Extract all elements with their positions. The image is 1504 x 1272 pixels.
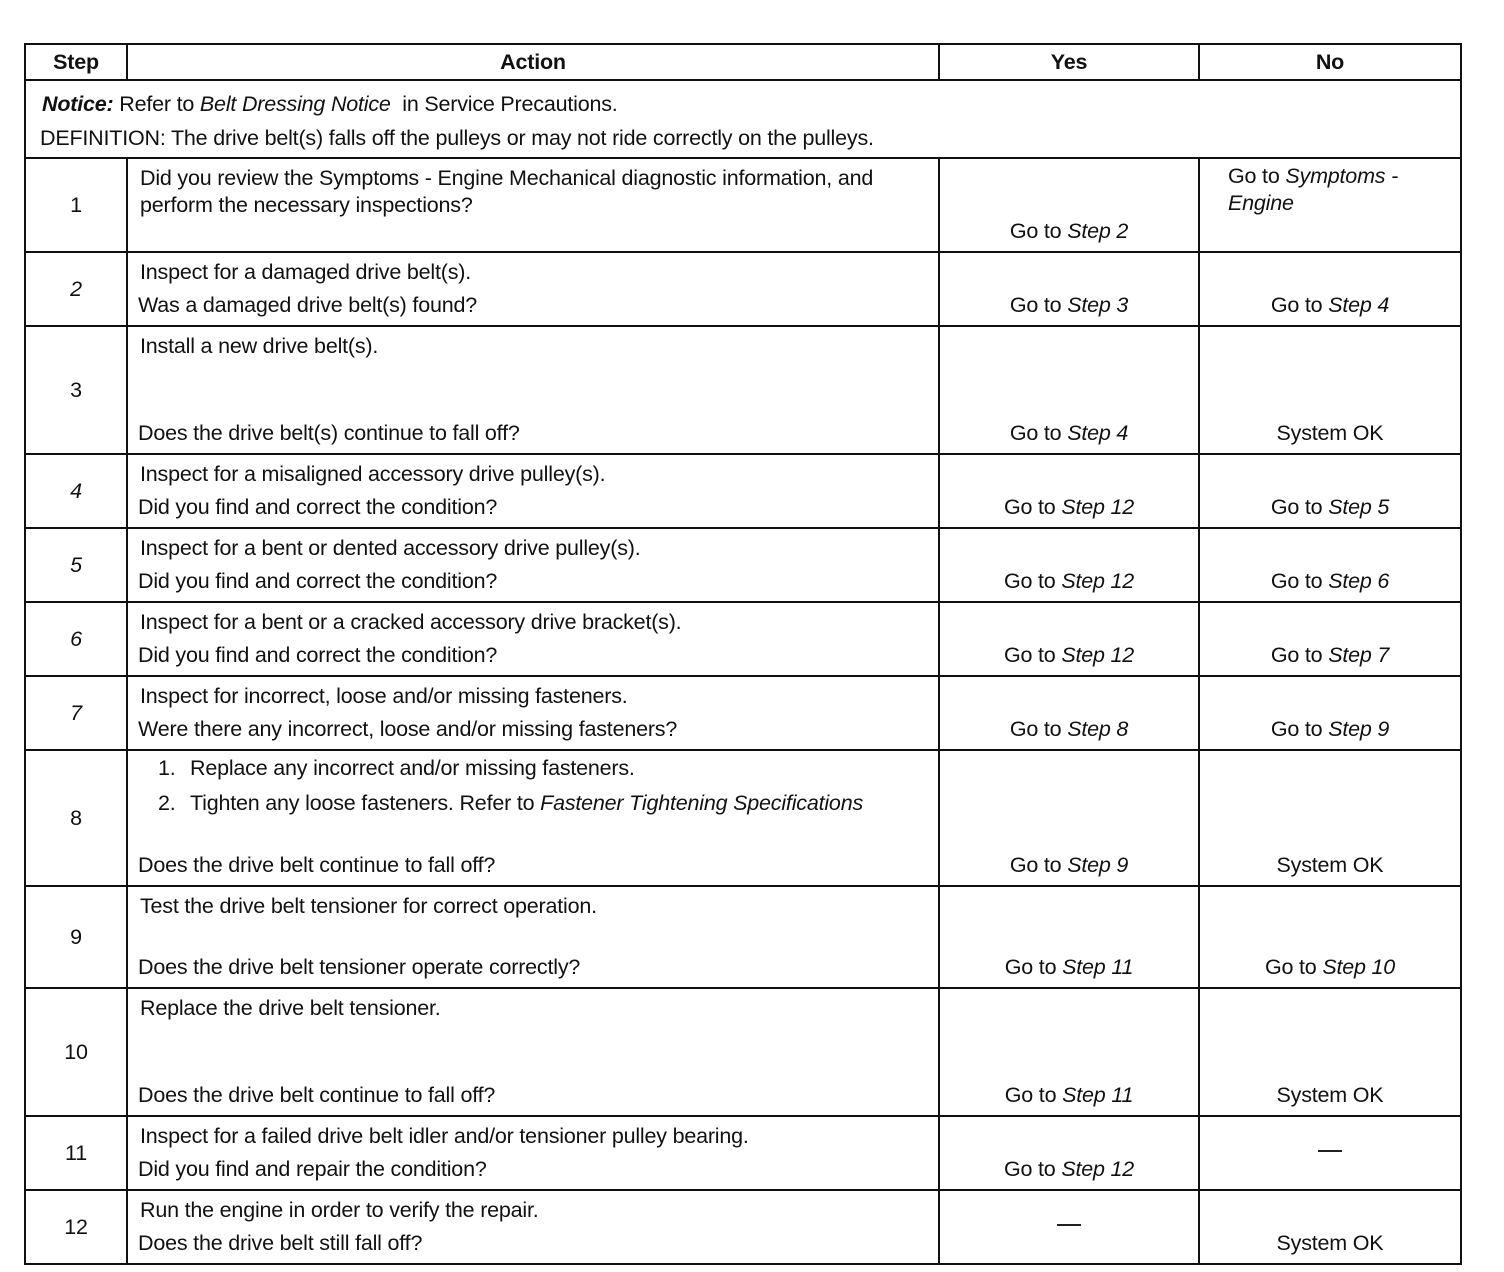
goto-prefix: Go to — [1270, 569, 1323, 593]
no-result: System OK — [1276, 421, 1384, 445]
action-question: Does the drive belt(s) continue to fall off? — [138, 421, 520, 445]
action-instruction: Inspect for a misaligned accessory drive pulley(s). — [140, 462, 606, 486]
substep-text: Tighten any loose fasteners. Refer to — [190, 791, 535, 815]
dash-icon — [1057, 1224, 1081, 1226]
no-cell — [1199, 750, 1461, 886]
action-question: Did you find and correct the condition? — [138, 643, 498, 667]
no-cell — [1199, 676, 1461, 750]
yes-goto — [940, 638, 1198, 672]
no-cell — [1199, 252, 1461, 326]
no-result: System OK — [1276, 853, 1384, 877]
action-instruction: Did you review the Symptoms - Engine Mechanical diagnostic information, and perform the necessary inspections? — [140, 166, 874, 217]
no-cell — [1199, 886, 1461, 988]
goto-link[interactable]: Step 10 — [1322, 955, 1396, 979]
no-goto — [1200, 950, 1460, 984]
notice-label: Notice: — [42, 92, 114, 116]
no-result: System OK — [1276, 1231, 1384, 1255]
substep-number: 2. — [158, 791, 176, 815]
goto-prefix: Go to — [1009, 219, 1062, 243]
goto-link[interactable]: Step 9 — [1067, 853, 1129, 877]
substep-link[interactable]: Fastener Tightening Specifications — [540, 791, 864, 815]
yes-goto — [940, 848, 1198, 882]
yes-cell — [939, 528, 1199, 602]
goto-prefix: Go to — [1004, 1083, 1057, 1107]
action-cell — [127, 676, 939, 750]
no-cell — [1199, 528, 1461, 602]
yes-cell — [939, 158, 1199, 252]
goto-link[interactable]: Step 2 — [1067, 219, 1129, 243]
step-row — [25, 676, 1461, 750]
goto-prefix: Go to — [1003, 643, 1056, 667]
goto-prefix: Go to — [1270, 643, 1323, 667]
action-cell — [127, 1190, 939, 1264]
step-number: 9 — [70, 924, 82, 949]
goto-link[interactable]: Step 5 — [1328, 495, 1390, 519]
action-question: Does the drive belt tensioner operate correctly? — [138, 955, 581, 979]
goto-link[interactable]: Step 12 — [1061, 569, 1135, 593]
goto-prefix: Go to — [1270, 293, 1323, 317]
step-number-cell — [25, 1116, 127, 1190]
goto-link[interactable]: Step 11 — [1062, 1083, 1134, 1107]
step-row — [25, 326, 1461, 454]
no-goto — [1200, 490, 1460, 524]
yes-goto — [940, 564, 1198, 598]
action-cell — [127, 1116, 939, 1190]
definition-text: DEFINITION: The drive belt(s) falls off the pulleys or may not ride correctly on the pulleys. — [40, 126, 874, 150]
yes-cell — [939, 1116, 1199, 1190]
step-number-cell — [25, 252, 127, 326]
header-yes: Yes — [939, 44, 1199, 80]
yes-goto — [940, 712, 1198, 746]
yes-cell — [939, 676, 1199, 750]
action-instruction: Replace the drive belt tensioner. — [140, 996, 441, 1020]
goto-prefix: Go to — [1228, 164, 1280, 188]
goto-link[interactable]: Step 4 — [1328, 293, 1390, 317]
header-step: Step — [25, 44, 127, 80]
header-no: No — [1199, 44, 1461, 80]
yes-goto — [940, 1152, 1198, 1186]
action-cell — [127, 602, 939, 676]
notice-cell — [25, 80, 1461, 158]
step-number: 4 — [70, 478, 82, 503]
goto-prefix: Go to — [1009, 421, 1062, 445]
goto-link[interactable]: Symptoms - Engine — [1228, 164, 1399, 215]
yes-goto — [940, 288, 1198, 322]
step-row — [25, 252, 1461, 326]
goto-link[interactable]: Step 11 — [1062, 955, 1134, 979]
goto-prefix: Go to — [1264, 955, 1317, 979]
diagnostic-table — [24, 43, 1462, 1265]
action-instruction: Run the engine in order to verify the repair. — [140, 1198, 539, 1222]
substep-number: 1. — [158, 756, 176, 780]
goto-prefix: Go to — [1009, 853, 1062, 877]
goto-prefix: Go to — [1270, 717, 1323, 741]
step-number: 5 — [70, 552, 82, 577]
yes-goto — [940, 950, 1198, 984]
action-instruction: Inspect for incorrect, loose and/or missing fasteners. — [140, 684, 628, 708]
step-row — [25, 988, 1461, 1116]
yes-cell — [939, 886, 1199, 988]
yes-goto — [940, 1078, 1198, 1112]
action-cell — [127, 528, 939, 602]
no-goto — [1200, 638, 1460, 672]
yes-cell — [939, 454, 1199, 528]
step-number-cell — [25, 326, 127, 454]
step-row — [25, 750, 1461, 886]
step-number-cell — [25, 988, 127, 1116]
yes-goto — [940, 416, 1198, 450]
no-cell — [1199, 602, 1461, 676]
goto-link[interactable]: Step 6 — [1328, 569, 1390, 593]
no-result: System OK — [1276, 1083, 1384, 1107]
goto-prefix: Go to — [1003, 495, 1056, 519]
notice-prefix: Refer to — [119, 92, 195, 116]
goto-link[interactable]: Step 8 — [1067, 717, 1129, 741]
no-cell — [1199, 1116, 1461, 1190]
goto-link[interactable]: Step 3 — [1067, 293, 1129, 317]
step-number-cell — [25, 750, 127, 886]
step-number: 3 — [70, 377, 82, 402]
no-cell — [1199, 988, 1461, 1116]
step-number-cell — [25, 1190, 127, 1264]
step-number: 2 — [70, 276, 82, 301]
step-number-cell — [25, 528, 127, 602]
action-cell — [127, 886, 939, 988]
no-cell — [1199, 454, 1461, 528]
yes-cell — [939, 988, 1199, 1116]
action-question: Were there any incorrect, loose and/or missing fasteners? — [138, 717, 678, 741]
goto-prefix: Go to — [1003, 1157, 1056, 1181]
notice-line — [42, 87, 1446, 121]
step-number-cell — [25, 602, 127, 676]
no-cell — [1199, 326, 1461, 454]
header-row — [25, 44, 1461, 80]
action-instruction: Inspect for a damaged drive belt(s). — [140, 260, 471, 284]
action-cell — [127, 750, 939, 886]
dash-icon — [1318, 1150, 1342, 1152]
goto-prefix: Go to — [1004, 955, 1057, 979]
step-row — [25, 602, 1461, 676]
yes-cell — [939, 602, 1199, 676]
step-number-cell — [25, 158, 127, 252]
no-cell — [1199, 1190, 1461, 1264]
substep-text: Replace any incorrect and/or missing fasteners. — [190, 756, 635, 780]
action-question: Does the drive belt continue to fall off? — [138, 1083, 496, 1107]
yes-goto — [940, 490, 1198, 524]
action-instruction: Test the drive belt tensioner for correct operation. — [140, 894, 597, 918]
yes-cell — [939, 252, 1199, 326]
action-question: Did you find and repair the condition? — [138, 1157, 487, 1181]
step-number-cell — [25, 886, 127, 988]
yes-cell — [939, 1190, 1199, 1264]
goto-link[interactable]: Step 4 — [1067, 421, 1129, 445]
substep-item — [132, 790, 930, 817]
no-cell — [1199, 158, 1461, 252]
action-cell — [127, 252, 939, 326]
action-instruction: Inspect for a bent or dented accessory drive pulley(s). — [140, 536, 641, 560]
substep-list — [132, 755, 930, 817]
yes-not-applicable — [940, 1212, 1198, 1237]
step-row — [25, 1116, 1461, 1190]
notice-row — [25, 80, 1461, 158]
substep-item — [132, 755, 930, 782]
action-instruction: Install a new drive belt(s). — [140, 334, 379, 358]
step-number: 11 — [65, 1140, 87, 1165]
action-cell — [127, 326, 939, 454]
action-question: Was a damaged drive belt(s) found? — [138, 293, 477, 317]
step-number-cell — [25, 454, 127, 528]
yes-cell — [939, 326, 1199, 454]
step-number-cell — [25, 676, 127, 750]
step-number: 1 — [70, 192, 82, 217]
yes-cell — [939, 750, 1199, 886]
goto-link[interactable]: Step 12 — [1061, 1157, 1135, 1181]
no-not-applicable — [1200, 1138, 1460, 1163]
goto-link[interactable]: Step 7 — [1328, 643, 1390, 667]
step-number: 12 — [64, 1214, 88, 1239]
yes-goto — [940, 214, 1198, 248]
no-goto — [1200, 712, 1460, 746]
goto-link[interactable]: Step 12 — [1061, 643, 1135, 667]
goto-link[interactable]: Step 9 — [1328, 717, 1390, 741]
action-cell — [127, 454, 939, 528]
action-question: Does the drive belt continue to fall off? — [138, 853, 496, 877]
header-action: Action — [127, 44, 939, 80]
step-row — [25, 886, 1461, 988]
no-goto — [1228, 163, 1452, 217]
no-goto — [1200, 564, 1460, 598]
step-row — [25, 1190, 1461, 1264]
no-goto — [1200, 288, 1460, 322]
action-instruction: Inspect for a bent or a cracked accessory drive bracket(s). — [140, 610, 682, 634]
notice-suffix: in Service Precautions. — [402, 92, 618, 116]
action-question: Does the drive belt still fall off? — [138, 1231, 423, 1255]
action-cell — [127, 988, 939, 1116]
action-question: Did you find and correct the condition? — [138, 569, 498, 593]
step-row — [25, 528, 1461, 602]
step-number: 7 — [70, 700, 82, 725]
step-number: 6 — [70, 626, 82, 651]
step-row — [25, 454, 1461, 528]
step-row — [25, 158, 1461, 252]
action-cell — [127, 158, 939, 252]
goto-prefix: Go to — [1003, 569, 1056, 593]
notice-link[interactable]: Belt Dressing Notice — [199, 92, 391, 116]
action-instruction: Inspect for a failed drive belt idler and/or tensioner pulley bearing. — [140, 1124, 749, 1148]
step-number: 10 — [64, 1039, 88, 1064]
step-rows — [25, 158, 1461, 1264]
goto-prefix: Go to — [1270, 495, 1323, 519]
goto-link[interactable]: Step 12 — [1061, 495, 1135, 519]
step-number: 8 — [70, 805, 82, 830]
action-question: Did you find and correct the condition? — [138, 495, 498, 519]
goto-prefix: Go to — [1009, 293, 1062, 317]
goto-prefix: Go to — [1009, 717, 1062, 741]
